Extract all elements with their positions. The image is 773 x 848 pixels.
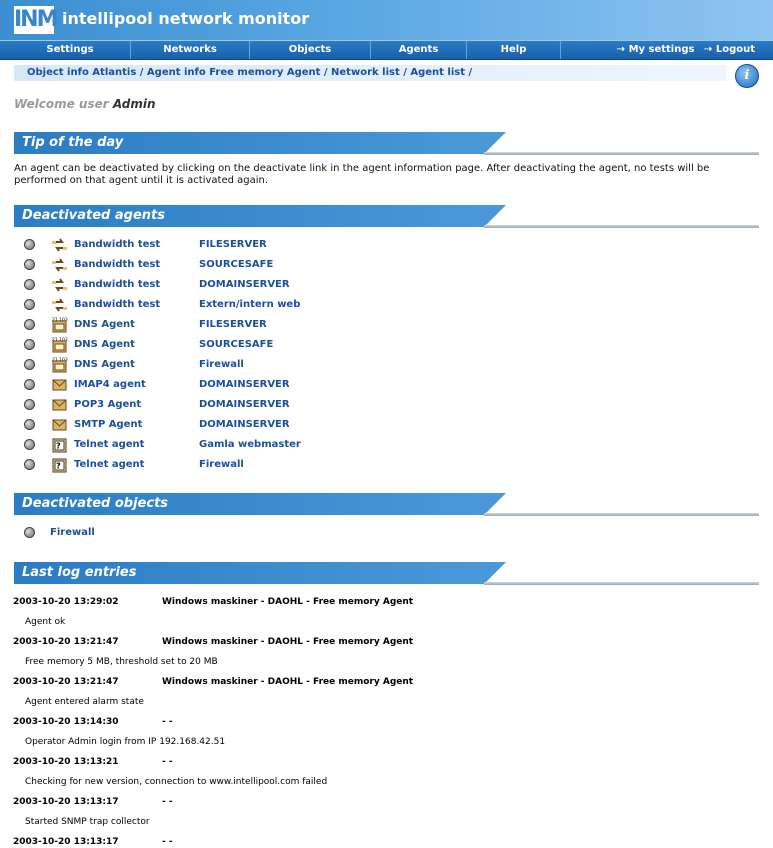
welcome-user: Admin bbox=[112, 97, 156, 111]
section-divider bbox=[484, 513, 759, 516]
status-dot-icon bbox=[24, 239, 35, 250]
log-source: - - bbox=[162, 757, 173, 767]
breadcrumb-items bbox=[27, 67, 472, 78]
section-title: Last log entries bbox=[22, 565, 137, 580]
agent-name-link[interactable]: Telnet agent bbox=[74, 459, 145, 470]
log-timestamp: 2003-10-20 13:13:17 bbox=[13, 837, 119, 847]
log-message: Checking for new version, connection to www.intellipool.com failed bbox=[25, 777, 328, 787]
status-dot-icon bbox=[24, 399, 35, 410]
breadcrumb-object-info[interactable]: Object info Atlantis bbox=[27, 67, 137, 78]
agent-name-link[interactable]: Bandwidth test bbox=[74, 299, 161, 310]
log-timestamp: 2003-10-20 13:29:02 bbox=[13, 597, 119, 607]
logout-label: Logout bbox=[715, 44, 755, 55]
log-timestamp: 2003-10-20 13:21:47 bbox=[13, 677, 119, 687]
dns-icon bbox=[51, 357, 68, 373]
log-message: Agent ok bbox=[25, 617, 66, 627]
info-icon[interactable]: i bbox=[735, 64, 759, 88]
agent-name-link[interactable]: DNS Agent bbox=[74, 339, 135, 350]
agent-name-link[interactable]: DNS Agent bbox=[74, 319, 135, 330]
log-timestamp: 2003-10-20 13:21:47 bbox=[13, 637, 119, 647]
status-dot-icon bbox=[24, 339, 35, 350]
svg-text:?: ? bbox=[56, 461, 61, 471]
breadcrumb-agent-info[interactable]: Agent info Free memory Agent bbox=[146, 67, 321, 78]
agent-object-link[interactable]: DOMAINSERVER bbox=[199, 419, 290, 430]
section-header-tail bbox=[484, 493, 506, 515]
section-tip-of-the-day bbox=[14, 132, 759, 154]
status-dot-icon bbox=[24, 279, 35, 290]
welcome-prefix: Welcome user bbox=[14, 97, 109, 111]
agent-object-link[interactable]: SOURCESAFE bbox=[199, 339, 274, 350]
agent-name-link[interactable]: Bandwidth test bbox=[74, 259, 161, 270]
status-dot-icon bbox=[24, 527, 35, 538]
svg-text:21.103: 21.103 bbox=[52, 358, 68, 363]
app-logo: INM bbox=[14, 7, 57, 32]
bandwidth-icon bbox=[51, 257, 68, 273]
agent-object-link[interactable]: DOMAINSERVER bbox=[199, 379, 290, 390]
nav-user-links bbox=[611, 41, 755, 59]
log-message: Free memory 5 MB, threshold set to 20 MB bbox=[25, 657, 218, 667]
nav-objects[interactable]: Objects bbox=[250, 41, 371, 59]
bandwidth-icon bbox=[51, 277, 68, 293]
agent-object-link[interactable]: DOMAINSERVER bbox=[199, 279, 290, 290]
agent-object-link[interactable]: Firewall bbox=[199, 359, 244, 370]
section-title: Deactivated objects bbox=[22, 496, 169, 511]
section-divider bbox=[484, 225, 759, 228]
nav-networks[interactable]: Networks bbox=[131, 41, 250, 59]
mail-icon bbox=[51, 417, 68, 433]
section-header-tail bbox=[484, 562, 506, 584]
status-dot-icon bbox=[24, 319, 35, 330]
status-dot-icon bbox=[24, 259, 35, 270]
mail-icon bbox=[51, 397, 68, 413]
agent-name-link[interactable]: SMTP Agent bbox=[74, 419, 143, 430]
section-header-tail bbox=[484, 132, 506, 154]
telnet-icon bbox=[51, 437, 68, 453]
log-source: - - bbox=[162, 797, 173, 807]
agent-object-link[interactable]: Gamla webmaster bbox=[199, 439, 301, 450]
status-dot-icon bbox=[24, 359, 35, 370]
log-message: Agent entered alarm state bbox=[25, 697, 144, 707]
agent-object-link[interactable]: DOMAINSERVER bbox=[199, 399, 290, 410]
agent-object-link[interactable]: FILESERVER bbox=[199, 239, 267, 250]
telnet-icon bbox=[51, 457, 68, 473]
agent-name-link[interactable]: IMAP4 agent bbox=[74, 379, 146, 390]
status-dot-icon bbox=[24, 459, 35, 470]
agent-object-link[interactable]: Firewall bbox=[199, 459, 244, 470]
log-source: - - bbox=[162, 837, 173, 847]
breadcrumb-agent-list[interactable]: Agent list bbox=[410, 67, 466, 78]
agent-name-link[interactable]: Telnet agent bbox=[74, 439, 145, 450]
section-deactivated-agents bbox=[14, 205, 759, 227]
section-last-log-entries bbox=[14, 562, 759, 584]
agent-object-link[interactable]: Extern/intern web bbox=[199, 299, 301, 310]
breadcrumb-network-list[interactable]: Network list bbox=[331, 67, 400, 78]
svg-text:21.103: 21.103 bbox=[52, 318, 68, 323]
dns-icon bbox=[51, 317, 68, 333]
log-message: Operator Admin login from IP 192.168.42.51 bbox=[25, 737, 226, 747]
app-title: intellipool network monitor bbox=[62, 9, 310, 28]
log-timestamp: 2003-10-20 13:13:21 bbox=[13, 757, 119, 767]
agent-object-link[interactable]: SOURCESAFE bbox=[199, 259, 274, 270]
section-header-tail bbox=[484, 205, 506, 227]
svg-text:?: ? bbox=[56, 441, 61, 451]
agent-name-link[interactable]: DNS Agent bbox=[74, 359, 135, 370]
deactivated-object-link[interactable]: Firewall bbox=[50, 527, 95, 538]
svg-text:21.103: 21.103 bbox=[52, 338, 68, 343]
log-source: Windows maskiner - DAOHL - Free memory Agent bbox=[162, 597, 414, 607]
nav-settings[interactable]: Settings bbox=[10, 41, 131, 59]
agent-name-link[interactable]: POP3 Agent bbox=[74, 399, 142, 410]
status-dot-icon bbox=[24, 379, 35, 390]
status-dot-icon bbox=[24, 439, 35, 450]
mail-icon bbox=[51, 377, 68, 393]
status-dot-icon bbox=[24, 419, 35, 430]
section-divider bbox=[484, 582, 759, 585]
section-divider bbox=[484, 152, 759, 155]
header-banner bbox=[0, 0, 773, 40]
log-timestamp: 2003-10-20 13:13:17 bbox=[13, 797, 119, 807]
section-deactivated-objects bbox=[14, 493, 759, 515]
my-settings-label: My settings bbox=[628, 44, 695, 55]
logout-link[interactable]: ⇢ Logout bbox=[703, 44, 755, 55]
log-timestamp: 2003-10-20 13:14:30 bbox=[13, 717, 119, 727]
my-settings-link[interactable]: ⇢ My settings bbox=[616, 44, 695, 55]
breadcrumb-separator: / bbox=[136, 67, 147, 78]
section-title: Tip of the day bbox=[22, 135, 124, 150]
agent-object-link[interactable]: FILESERVER bbox=[199, 319, 267, 330]
log-source: Windows maskiner - DAOHL - Free memory Agent bbox=[162, 677, 414, 687]
agent-name-link[interactable]: Bandwidth test bbox=[74, 279, 161, 290]
welcome-message bbox=[14, 97, 156, 111]
main-nav bbox=[0, 40, 773, 60]
log-message: Started SNMP trap collector bbox=[25, 817, 150, 827]
tip-text: An agent can be deactivated by clicking on the deactivate link in the agent information page. After deactivating the agent, no tests will be performed on that agent until it is activated again. bbox=[14, 163, 710, 186]
agent-name-link[interactable]: Bandwidth test bbox=[74, 239, 161, 250]
breadcrumb-separator: / bbox=[320, 67, 332, 78]
log-source: - - bbox=[162, 717, 173, 727]
breadcrumb-separator: / bbox=[399, 67, 411, 78]
bandwidth-icon bbox=[51, 237, 68, 253]
dns-icon bbox=[51, 337, 68, 353]
section-title: Deactivated agents bbox=[22, 208, 165, 223]
breadcrumb-separator: / bbox=[465, 67, 473, 78]
nav-agents[interactable]: Agents bbox=[371, 41, 467, 59]
status-dot-icon bbox=[24, 299, 35, 310]
bandwidth-icon bbox=[51, 297, 68, 313]
nav-help[interactable]: Help bbox=[467, 41, 561, 59]
log-source: Windows maskiner - DAOHL - Free memory Agent bbox=[162, 637, 414, 647]
breadcrumb bbox=[14, 65, 726, 81]
